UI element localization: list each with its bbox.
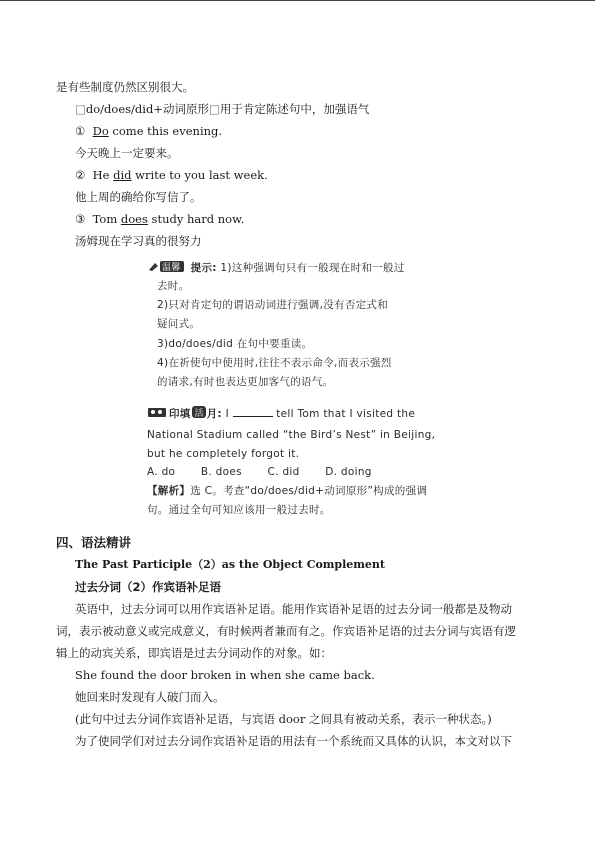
example-sentence-en: She found the door broken in when she came back. [75, 668, 375, 682]
tip-line: 3)do/does/did 在句中要重读。 [157, 338, 313, 350]
tip-line: 去时。 [157, 280, 190, 292]
exercise-first-line [147, 405, 415, 423]
tip-label: 提示: [190, 262, 217, 274]
top-rule [0, 0, 595, 1]
option-c: C. did [267, 466, 300, 478]
example-emphasis: Do [92, 124, 109, 138]
exercise-q1-post: tell Tom that I visited the [276, 408, 416, 420]
example-2-en [75, 168, 268, 182]
fill-in-blank[interactable] [233, 406, 273, 417]
analysis-line-1 [147, 484, 427, 498]
rule-open-mark: □ [75, 102, 86, 116]
section-subtitle-en: The Past Participle（2）as the Object Complement [75, 558, 386, 571]
example-3-cn: 汤姆现在学习真的很努力 [75, 234, 202, 248]
tip-line: 1)这种强调句只有一般现在时和一般过 [220, 262, 405, 274]
example-1-en [75, 124, 222, 138]
example-number: ③ [75, 212, 86, 226]
example-emphasis: did [113, 168, 132, 182]
example-number: ② [75, 168, 86, 182]
analysis-label: 【解析】 [147, 485, 191, 497]
example-post: write to you last week. [131, 168, 268, 182]
rule-text: 用于肯定陈述句中，加强语气 [219, 102, 370, 116]
paragraph-line: 为了使同学们对过去分词作宾语补足语的用法有一个系统而又具体的认识，本文对以下 [75, 734, 512, 748]
example-post: come this evening. [108, 124, 223, 138]
example-2-cn: 他上周的确给你写信了。 [75, 190, 202, 204]
option-a: A. do [147, 466, 176, 478]
svg-text:温馨: 温馨 [162, 263, 181, 273]
live-badge-icon [191, 405, 207, 423]
tip-line: 疑问式。 [157, 318, 201, 330]
paragraph-line: 辑上的动宾关系，即宾语是过去分词动作的对象。如： [56, 646, 332, 660]
rule-line [75, 102, 369, 116]
exercise-line-3: but he completely forgot it. [147, 448, 300, 460]
analysis-text: 选 C。考查“do/does/did+动词原形”构成的强调 [190, 485, 428, 497]
tip-line: 4)在祈使句中使用时,往往不表示命令,而表示强烈 [157, 357, 392, 369]
exercise-label-2: 月: [206, 408, 222, 420]
example-sentence-cn: 她回来时发现有人破门而入。 [75, 690, 225, 704]
rule-formula: do/does/did+动词原形 [85, 102, 209, 116]
exercise-options [147, 465, 372, 479]
example-1-cn: 今天晚上一定要来。 [75, 146, 179, 160]
tip-line: 2)只对肯定句的谓语动词进行强调,没有否定式和 [157, 299, 389, 311]
exercise-q1-pre: I [225, 408, 229, 420]
exercise-line-2: National Stadium called “the Bird’s Nest” in Beijing, [147, 429, 436, 441]
paragraph-line: 英语中，过去分词可以用作宾语补足语。能用作宾语补足语的过去分词一般都是及物动 [75, 602, 512, 616]
example-3-en [75, 212, 244, 226]
example-number: ① [75, 124, 86, 138]
analysis-line-2: 句。通过全句可知应该用一般过去时。 [147, 504, 331, 516]
option-b: B. does [200, 466, 242, 478]
section-heading: 四、语法精讲 [56, 535, 132, 550]
example-pre: He [92, 168, 114, 182]
tip-first-line [147, 259, 405, 277]
lamp-icon [147, 259, 187, 277]
example-emphasis: does [120, 212, 148, 226]
svg-text:活: 活 [194, 409, 204, 419]
example-note: (此句中过去分词作宾语补足语，与宾语 door 之间具有被动关系，表示一种状态。) [75, 712, 492, 726]
example-post: study hard now. [147, 212, 245, 226]
tip-line: 的请求,有时也表达更加客气的语气。 [157, 376, 334, 388]
section-subtitle-cn: 过去分词（2）作宾语补足语 [75, 580, 222, 594]
print-fill-icon [147, 405, 169, 423]
paragraph-line: 词，表示被动意义或完成意义，有时候两者兼而有之。作宾语补足语的过去分词与宾语有逻 [56, 624, 516, 638]
example-pre: Tom [92, 212, 121, 226]
rule-close-mark: □ [208, 102, 220, 116]
exercise-label: 印填 [169, 408, 191, 420]
option-d: D. doing [325, 466, 372, 478]
intro-line: 是有些制度仍然区别很大。 [56, 80, 194, 94]
